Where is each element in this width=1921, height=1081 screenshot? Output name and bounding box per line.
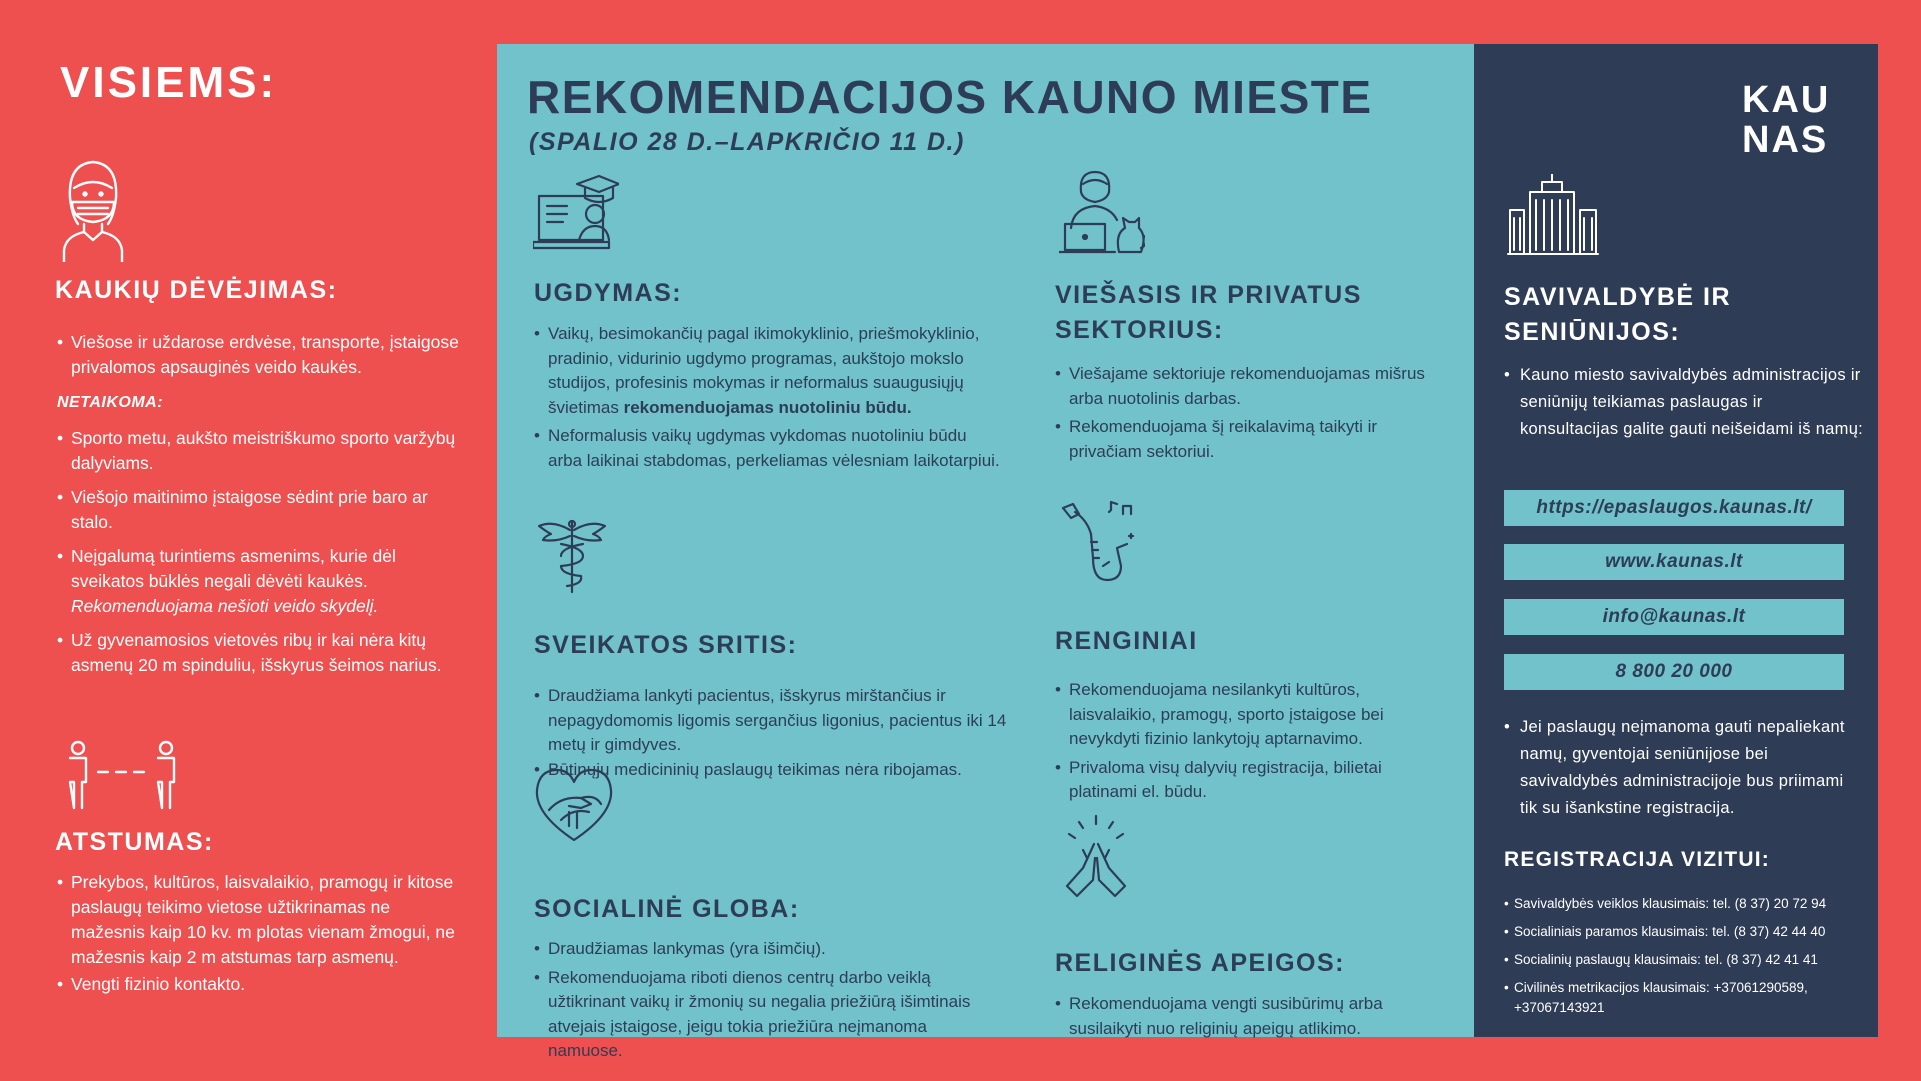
list-item bbox=[534, 322, 1004, 420]
logo-text-bottom: NAS bbox=[1742, 119, 1829, 161]
phone-link[interactable]: 8 800 20 000 bbox=[1504, 654, 1844, 690]
list-item: • Socialinių paslaugų klausimais: tel. (8 37) 42 41 41 bbox=[1504, 950, 1864, 970]
list-item: • Jei paslaugų neįmanoma gauti nepaliekant namų, gyventojai seniūnijose bei savivaldybės administracijoje bus priimami tik su išankstine registracija. bbox=[1504, 714, 1864, 822]
distance-heading: ATSTUMAS: bbox=[55, 828, 214, 856]
municipality-intro-list bbox=[1504, 362, 1864, 443]
main-title: REKOMENDACIJOS KAUNO MIESTE bbox=[527, 71, 1373, 123]
list-item bbox=[55, 544, 470, 619]
remote-worker-icon bbox=[1059, 170, 1145, 256]
sector-list bbox=[1055, 362, 1445, 468]
religion-heading: RELIGINĖS APEIGOS: bbox=[1055, 949, 1346, 977]
website-link[interactable]: www.kaunas.lt bbox=[1504, 544, 1844, 580]
list-item: • Už gyvenamosios vietovės ribų ir kai nėra kitų asmenų 20 m spinduliu, išskyrus šeimos narius. bbox=[55, 628, 470, 678]
list-item: • Neformalusis vaikų ugdymas vykdomas nuotoliniu būdu arba laikinai stabdomas, perkeliamas vėlesniam laikotarpiui. bbox=[534, 424, 1004, 473]
heart-hands-icon bbox=[533, 768, 615, 844]
logo-text-top: KAU bbox=[1742, 79, 1831, 121]
list-item: • Viešojo maitinimo įstaigose sėdint prie baro ar stalo. bbox=[55, 485, 470, 535]
list-item: • Rekomenduojama vengti susibūrimų arba susilaikyti nuo religinių apeigų atlikimo. bbox=[1055, 992, 1440, 1041]
list-item: • Sporto metu, aukšto meistriškumo sporto varžybų dalyviams. bbox=[55, 426, 470, 476]
list-item: • Privaloma visų dalyvių registracija, bilietai platinami el. būdu. bbox=[1055, 756, 1440, 805]
distance-icon bbox=[64, 740, 180, 810]
education-list bbox=[534, 322, 1004, 477]
list-item: • Savivaldybės veiklos klausimais: tel. (8 37) 20 72 94 bbox=[1504, 894, 1864, 914]
general-rules-column bbox=[0, 0, 497, 1081]
email-link[interactable]: info@kaunas.lt bbox=[1504, 599, 1844, 635]
eservices-link[interactable]: https://epaslaugos.kaunas.lt/ bbox=[1504, 490, 1844, 526]
city-buildings-icon bbox=[1506, 174, 1600, 256]
list-item: • Vengti fizinio kontakto. bbox=[55, 972, 455, 997]
list-item: • Rekomenduojama nesilankyti kultūros, laisvalaikio, pramogų, sporto įstaigose bei nevykdyti fizinio lankytojų aptarnavimo. bbox=[1055, 678, 1440, 752]
registration-note-list bbox=[1504, 714, 1864, 822]
face-mask-icon bbox=[60, 158, 126, 262]
recommendations-panel bbox=[497, 44, 1474, 1060]
list-item-text: Vaikų, besimokančių pagal ikimokyklinio, priešmokyklinio, pradinio, vidurinio ugdymo programas, aukštojo mokslo studijos, profesinis mokymas ir neformalus suaugusiųjų švietimas bbox=[548, 324, 980, 417]
social-list bbox=[534, 937, 979, 1068]
exceptions-list bbox=[55, 426, 470, 687]
list-item: • Būtinųjų medicininių paslaugų teikimas nėra ribojamas. bbox=[534, 758, 1009, 783]
caduceus-icon bbox=[537, 518, 607, 594]
list-item: • Civilinės metrikacijos klausimais: +37061290589, +37067143921 bbox=[1504, 978, 1864, 1018]
saxophone-icon bbox=[1059, 500, 1139, 584]
health-heading: SVEIKATOS SRITIS: bbox=[534, 631, 798, 659]
sector-heading: VIEŠASIS IR PRIVATUS SEKTORIUS: bbox=[1055, 281, 1362, 344]
registration-phones-list bbox=[1504, 894, 1864, 1026]
distance-list bbox=[55, 870, 455, 1006]
list-item: • Rekomenduojama šį reikalavimą taikyti ir privačiam sektoriui. bbox=[1055, 415, 1445, 464]
municipality-panel bbox=[1474, 44, 1878, 1037]
list-item: • Draudžiama lankyti pacientus, išskyrus mirštančius ir nepagydomomis ligomis sergančius ligonius, pacientus iki 14 metų ir gimdyves. bbox=[534, 684, 1009, 758]
graduation-laptop-icon bbox=[533, 172, 619, 254]
exception-note: Rekomenduojama nešioti veido skydelį. bbox=[71, 596, 379, 616]
list-item: • Rekomenduojama riboti dienos centrų darbo veiklą užtikrinant vaikų ir žmonių su negalia priežiūrą išimtinais atvejais įstaigose, jeigu tokia priežiūra neįmanoma namuose. bbox=[534, 966, 979, 1064]
general-title: VISIEMS: bbox=[60, 58, 278, 107]
registration-heading: REGISTRACIJA VIZITUI: bbox=[1504, 848, 1770, 871]
list-item-emphasis: rekomenduojamas nuotoliniu būdu. bbox=[623, 397, 912, 417]
events-heading: RENGINIAI bbox=[1055, 627, 1198, 655]
list-item: • Viešose ir uždarose erdvėse, transporte, įstaigose privalomos apsauginės veido kaukės. bbox=[55, 330, 470, 380]
praying-hands-icon bbox=[1057, 814, 1135, 900]
date-range-subtitle: (SPALIO 28 D.–LAPKRIČIO 11 D.) bbox=[529, 128, 965, 156]
kaunas-logo bbox=[1742, 80, 1838, 164]
list-item: • Socialiniais paramos klausimais: tel. (8 37) 42 44 40 bbox=[1504, 922, 1864, 942]
municipality-heading: SAVIVALDYBĖ IR SENIŪNIJOS: bbox=[1504, 283, 1732, 346]
list-item: • Draudžiamas lankymas (yra išimčių). bbox=[534, 937, 979, 962]
masks-list bbox=[55, 330, 470, 389]
religion-list bbox=[1055, 992, 1440, 1045]
list-item-text: Neįgalumą turintiems asmenims, kurie dėl sveikatos būklės negali dėvėti kaukės. bbox=[71, 546, 396, 591]
social-heading: SOCIALINĖ GLOBA: bbox=[534, 895, 800, 923]
education-heading: UGDYMAS: bbox=[534, 279, 683, 307]
list-item: • Prekybos, kultūros, laisvalaikio, pramogų ir kitose paslaugų teikimo vietose užtikrinamas ne mažesnis kaip 10 kv. m plotas vienam žmogui, ne mažesnis kaip 2 m atstumas tarp asmenų. bbox=[55, 870, 455, 970]
list-item: • Kauno miesto savivaldybės administracijos ir seniūnijų teikiamas paslaugas ir konsultacijas galite gauti neišeidami iš namų: bbox=[1504, 362, 1864, 443]
list-item: • Viešajame sektoriuje rekomenduojamas mišrus arba nuotolinis darbas. bbox=[1055, 362, 1445, 411]
events-list bbox=[1055, 678, 1440, 809]
masks-heading: KAUKIŲ DĖVĖJIMAS: bbox=[55, 276, 338, 304]
exceptions-subheading: NETAIKOMA: bbox=[57, 394, 164, 411]
